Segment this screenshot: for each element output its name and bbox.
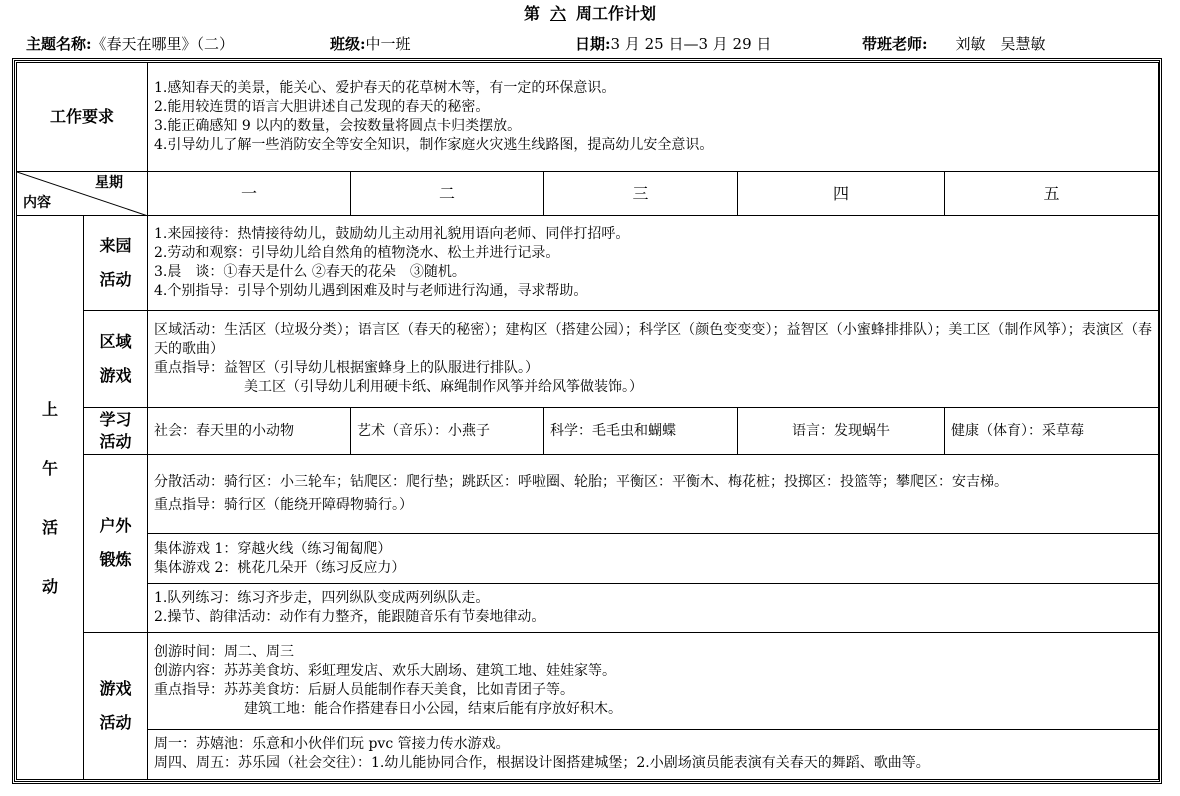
week-number: 六 <box>549 4 566 23</box>
requirement-item: 1.感知春天的美景，能关心、爱护春天的花草树木等，有一定的环保意识。 <box>154 79 616 96</box>
plan-meta <box>0 32 1180 56</box>
requirements-row <box>17 63 1159 172</box>
area-content <box>148 311 1159 408</box>
class-label: 班级: <box>330 35 366 53</box>
play-time: 创游时间：周二、周三 <box>154 643 295 660</box>
play-monday: 周一：苏嬉池：乐意和小伙伴们玩 pvc 管接力传水游戏。 <box>154 736 510 753</box>
play-thu-fri: 周四、周五：苏乐园（社会交往）：1.幼儿能协同合作，根据设计图搭建城堡；2.小剧场演员能表演有关春天的舞蹈、歌曲等。 <box>154 755 930 772</box>
teacher-label: 带班老师: <box>862 35 928 53</box>
area-row <box>17 311 1159 408</box>
weekday-label: 星期 <box>95 174 124 191</box>
day-header-wed: 三 <box>544 171 738 215</box>
arrival-line: 2.劳动和观察：引导幼儿给自然角的植物浇水、松土并进行记录。 <box>154 245 560 262</box>
play-guide: 建筑工地：能合作搭建春日小公园，结束后能有序放好积木。 <box>244 700 623 717</box>
creative-play-content <box>148 632 1159 729</box>
date-field <box>575 32 771 56</box>
learning-row <box>17 407 1159 454</box>
theme-field <box>26 32 234 56</box>
requirements-label: 工作要求 <box>17 63 148 172</box>
theme-value: 《春天在哪里》（二） <box>91 35 235 53</box>
arrival-line: 4.个别指导：引导个别幼儿遇到困难及时与老师进行沟通，寻求帮助。 <box>154 283 588 300</box>
weekly-plan-table <box>16 62 1159 780</box>
area-guide: 重点指导：益智区（引导幼儿根据蜜蜂身上的队服进行排队。） <box>154 359 540 376</box>
title-suffix: 周工作计划 <box>576 4 657 23</box>
creative-play-row <box>17 632 1159 729</box>
drill-line: 1.队列练习：练习齐步走，四列纵队变成两列纵队走。 <box>154 590 490 606</box>
day-header-mon: 一 <box>148 171 351 215</box>
arrival-line: 1.来园接待：热情接待幼儿，鼓励幼儿主动用礼貌用语向老师、同伴打招呼。 <box>154 226 630 243</box>
arrival-content <box>148 216 1159 311</box>
date-label: 日期: <box>575 35 611 53</box>
group-game-content <box>148 533 1159 583</box>
theme-label: 主题名称: <box>26 35 92 53</box>
drill-line: 2.操节、韵律活动：动作有力整齐，能跟随音乐有节奏地律动。 <box>154 609 546 625</box>
drill-content <box>148 584 1159 632</box>
weekly-play-content <box>148 729 1159 780</box>
class-value: 中一班 <box>365 35 411 53</box>
play-content: 创游内容：苏苏美食坊、彩虹理发店、欢乐大剧场、建筑工地、娃娃家等。 <box>154 662 617 679</box>
area-activities: 区域活动：生活区（垃圾分类）；语言区（春天的秘密）；建构区（搭建公园）；科学区（颜色变变变）；益智区（小蜜蜂排排队）；美工区（制作风筝）；表演区（春天的歌曲） <box>154 321 1153 357</box>
drill-row <box>17 584 1159 632</box>
learning-thu: 语言：发现蜗牛 <box>738 407 945 454</box>
weekday-header-row <box>17 171 1159 215</box>
requirement-item: 2.能用较连贯的语言大胆讲述自己发现的春天的秘密。 <box>154 98 490 115</box>
weekly-play-row <box>17 729 1159 780</box>
learning-wed: 科学：毛毛虫和蝴蝶 <box>544 407 738 454</box>
outdoor-label: 户外 锻炼 <box>84 455 148 632</box>
requirements-content <box>148 63 1159 172</box>
content-label: 内容 <box>23 195 51 212</box>
outdoor-scatter-content <box>148 455 1159 534</box>
group-game: 集体游戏 2：桃花几朵开（练习反应力） <box>154 559 406 576</box>
title-prefix: 第 <box>523 4 540 23</box>
morning-section-label: 上 午 活 动 <box>17 216 84 780</box>
arrival-line: 3.晨 谈：①春天是什么 ②春天的花朵 ③随机。 <box>154 264 466 281</box>
requirement-item: 3.能正确感知 9 以内的数量，会按数量将圆点卡归类摆放。 <box>154 117 522 134</box>
learning-label: 学习 活动 <box>84 407 148 454</box>
day-header-fri: 五 <box>945 171 1159 215</box>
play-label: 游戏 活动 <box>84 632 148 779</box>
outdoor-row <box>17 455 1159 534</box>
page-title <box>0 2 1180 26</box>
area-label: 区域 游戏 <box>84 311 148 408</box>
diagonal-header-cell <box>17 171 148 215</box>
group-game: 集体游戏 1：穿越火线（练习匍匐爬） <box>154 540 392 557</box>
class-field <box>330 32 411 56</box>
day-header-thu: 四 <box>738 171 945 215</box>
area-guide: 美工区（引导幼儿利用硬卡纸、麻绳制作风筝并给风筝做装饰。） <box>244 378 644 395</box>
arrival-row <box>17 216 1159 311</box>
outdoor-guide: 重点指导：骑行区（能绕开障碍物骑行。） <box>154 497 414 514</box>
outdoor-scatter: 分散活动：骑行区：小三轮车；钻爬区：爬行垫；跳跃区：呼啦圈、轮胎；平衡区：平衡木、梅花桩；投掷区：投篮等；攀爬区：安吉梯。 <box>154 474 1009 491</box>
learning-tue: 艺术（音乐）：小燕子 <box>351 407 544 454</box>
requirement-item: 4.引导幼儿了解一些消防安全等安全知识，制作家庭火灾逃生线路图，提高幼儿安全意识。 <box>154 136 714 153</box>
learning-mon: 社会：春天里的小动物 <box>148 407 351 454</box>
teacher-value: 刘敏 吴慧敏 <box>955 35 1046 53</box>
group-game-row <box>17 533 1159 583</box>
arrival-label: 来园 活动 <box>84 216 148 311</box>
teacher-field <box>862 32 1046 56</box>
date-value: 3 月 25 日—3 月 29 日 <box>610 35 772 53</box>
play-guide: 重点指导：苏苏美食坊：后厨人员能制作春天美食，比如青团子等。 <box>154 681 575 698</box>
day-header-tue: 二 <box>351 171 544 215</box>
learning-fri: 健康（体育）：采草莓 <box>945 407 1159 454</box>
